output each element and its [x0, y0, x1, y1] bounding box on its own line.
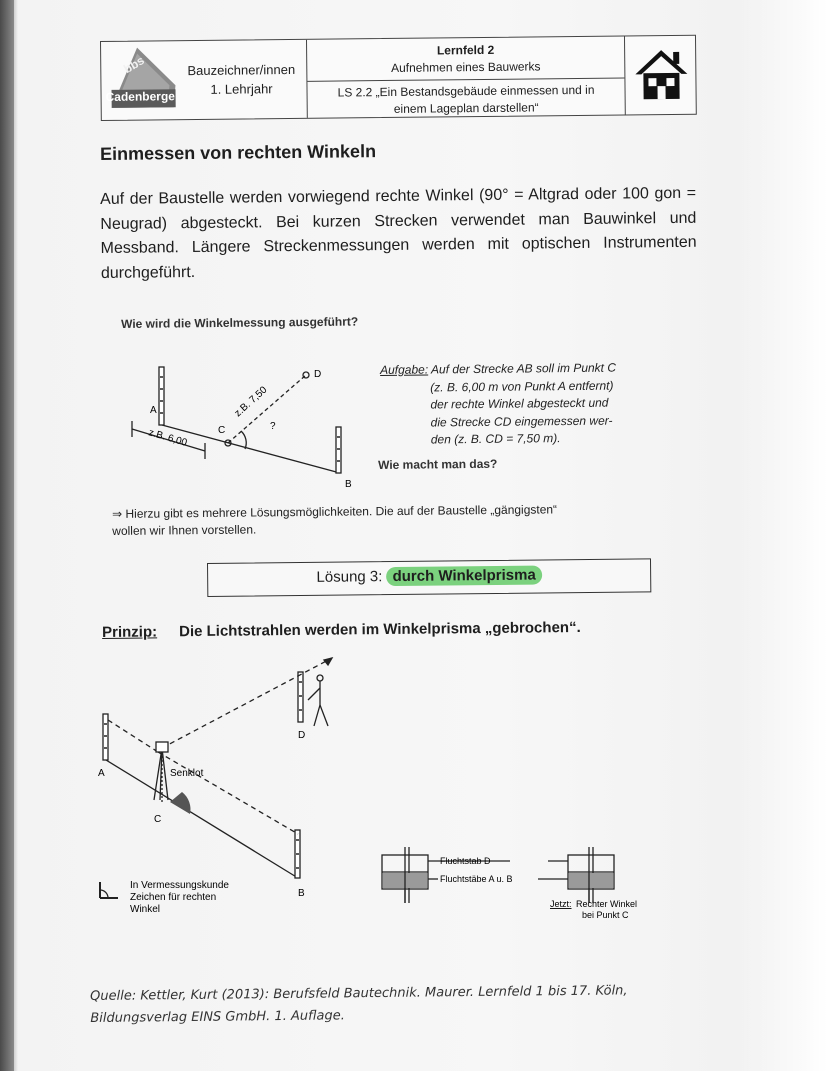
task-text-5: den (z. B. CD = 7,50 m). [430, 431, 561, 447]
symbol-caption-2: Zeichen für rechten [130, 892, 217, 903]
task-text-4: die Strecke CD eingemessen wer- [430, 413, 613, 429]
diagram-prism-setup [92, 650, 372, 930]
header-school-cell [101, 40, 308, 120]
point-d-label: D [314, 369, 322, 380]
principle-text: Die Lichtstrahlen werden im Winkelprisma „gebrochen“. [178, 618, 581, 641]
learning-field [307, 37, 624, 82]
now-label: Jetzt: [550, 899, 572, 909]
hint-line-1: ⇒ Hierzu gibt es mehrere Lösungsmöglichkeiten. Die auf der Baustelle „gängigsten“ [112, 502, 558, 521]
header-icon-cell [625, 36, 698, 115]
logo-text-bottom: Cadenberge [105, 89, 176, 104]
page-edge-fade [738, 0, 828, 1071]
hint-text [112, 500, 672, 540]
house-icon [625, 36, 698, 115]
solution-highlight: durch Winkelprisma [386, 565, 541, 586]
learning-situation-line1: LS 2.2 „Ein Bestandsgebäude einmessen und in [337, 82, 595, 100]
learning-field-subtitle: Aufnehmen eines Bauwerks [391, 59, 541, 75]
distance-ac-label: z.B. 6,00 [147, 427, 189, 449]
course-year: 1. Lehrjahr [210, 81, 273, 97]
now-text-1: Rechter Winkel [576, 899, 638, 909]
point-c-label: C [218, 425, 226, 436]
task-text-2: (z. B. 6,00 m von Punkt A entfernt) [430, 378, 614, 394]
diagram-right-angle-task [110, 355, 380, 495]
how-question: Wie macht man das? [378, 456, 498, 472]
intro-paragraph: Auf der Baustelle werden vorwiegend rechte Winkel (90° = Altgrad oder 100 gon = Neugrad) abgesteckt. Bei kurzen Strecken verwendet man Bauwinkel und Messband. Längere Streckenmessungen werden mit optischen Instrumenten durchgeführt. [100, 184, 697, 282]
course-info [179, 60, 303, 99]
question-heading: Wie wird die Winkelmessung ausgeführt? [121, 314, 359, 331]
task-text-1: Auf der Strecke AB soll im Punkt C [428, 360, 617, 377]
solution-prefix: Lösung 3: [316, 568, 387, 586]
learning-situation-line2: einem Lageplan darstellen“ [393, 100, 539, 116]
prism-point-a-label: A [98, 768, 105, 779]
book-binding-shadow [0, 0, 14, 1071]
source-citation [90, 980, 710, 1030]
prism-point-d-label: D [298, 730, 306, 741]
symbol-caption-1: In Vermessungskunde [130, 880, 229, 891]
source-line-2: Bildungsverlag EINS GmbH. 1. Auflage. [90, 1008, 345, 1026]
distance-cd-label: z.B. 7,50 [232, 384, 270, 420]
ranging-poles-ab-label: Fluchtstäbe A u. B [440, 874, 513, 884]
prism-point-b-label: B [298, 888, 305, 899]
diagram-prism-view [378, 845, 668, 925]
header-field-cell [307, 37, 626, 118]
right-angle-symbol-icon [100, 882, 118, 898]
task-description [380, 359, 666, 449]
symbol-caption-3: Winkel [130, 904, 161, 915]
course-name: Bauzeichner/innen [187, 61, 296, 79]
point-b-label: B [345, 479, 352, 490]
principle-label: Prinzip: [102, 623, 158, 641]
solution-box [207, 558, 651, 597]
task-label: Aufgabe: [380, 362, 429, 377]
header-table [100, 35, 697, 121]
hint-line-2: wollen wir Ihnen vorstellen. [112, 522, 257, 538]
logo-text-top: bbs [121, 53, 147, 77]
learning-situation [307, 79, 624, 123]
page-title: Einmessen von rechten Winkeln [100, 141, 377, 164]
point-a-label: A [150, 405, 157, 416]
task-text-3: der rechte Winkel abgesteckt und [430, 395, 609, 412]
learning-field-title: Lernfeld 2 [436, 42, 495, 58]
plumb-bob-label: Senklot [170, 768, 204, 779]
angle-question-mark: ? [270, 421, 276, 432]
source-line-1: Quelle: Kettler, Kurt (2013): Berufsfeld Bautechnik. Maurer. Lernfeld 1 bis 17. Köln, [90, 983, 628, 1004]
prism-point-c-label: C [154, 814, 162, 825]
ranging-pole-d-label: Fluchtstab D [440, 856, 491, 866]
now-text-2: bei Punkt C [582, 910, 629, 920]
